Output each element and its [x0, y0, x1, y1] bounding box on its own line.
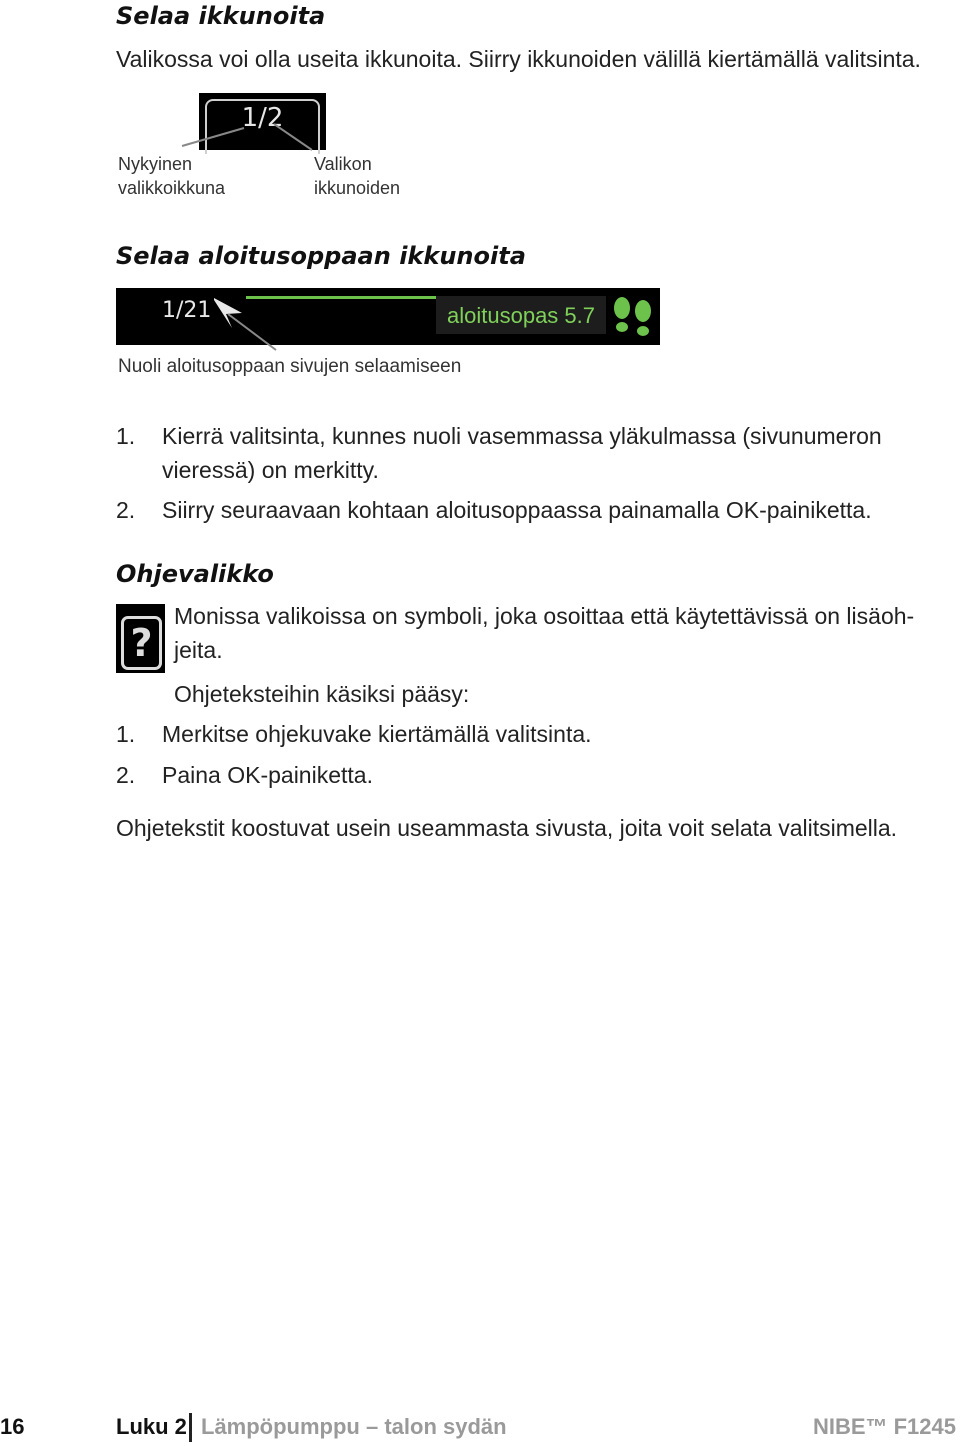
start-guide-screen	[116, 288, 660, 345]
window-counter: 1/2	[241, 103, 284, 133]
step-number: 1.	[116, 423, 136, 449]
section-heading-help-menu: Ohjevalikko	[116, 560, 274, 588]
step-text: Kierrä valitsinta, kunnes nuoli vasemmassa yläkulmassa (sivunumeron vieressä) on merkitty.	[162, 423, 882, 483]
section-heading-guide-windows: Selaa aloitusoppaan ikkunoita	[116, 242, 526, 270]
step-text: Paina OK-painiketta.	[162, 762, 373, 788]
label-window-count: Valikon ikkunoiden	[314, 154, 401, 198]
help-symbol: ?	[121, 616, 162, 670]
label-current-window: Nykyinen valikkoikkuna	[118, 154, 226, 198]
step-number: 2.	[116, 497, 136, 523]
intro-text: Valikossa voi olla useita ikkunoita. Siirry ikkunoiden välillä kiertämällä valitsinta.	[116, 46, 921, 72]
step-text: Siirry seuraavaan kohtaan aloitusoppaassa painamalla OK-painiketta.	[162, 497, 872, 523]
step-number: 2.	[116, 762, 136, 788]
footer-divider	[189, 1413, 192, 1442]
chapter-label: Luku 2	[116, 1414, 187, 1439]
footsteps-icon	[609, 294, 657, 340]
chapter-title: Lämpöpumppu – talon sydän	[201, 1414, 507, 1439]
callout-line-arrow	[222, 310, 282, 355]
step-text: Merkitse ohjekuvake kiertämällä valitsinta.	[162, 721, 592, 747]
help-intro: Monissa valikoissa on symboli, joka osoittaa että käytettävissä on lisäoh- jeita.	[174, 603, 915, 663]
step-number: 1.	[116, 721, 136, 747]
closing-text: Ohjetekstit koostuvat usein useammasta sivusta, joita voit selata valitsimella.	[116, 815, 898, 841]
screen-title: aloitusopas 5.7	[436, 296, 606, 334]
help-icon[interactable]	[116, 604, 165, 673]
section-heading-browse-windows: Selaa ikkunoita	[116, 2, 326, 30]
help-subheading: Ohjeteksteihin käsiksi pääsy:	[174, 681, 470, 707]
arrow-caption: Nuoli aloitusoppaan sivujen selaamiseen	[118, 356, 462, 377]
brand-label: NIBE™ F1245	[812, 1414, 956, 1439]
page-number: 16	[0, 1414, 25, 1439]
page-counter: 1/21	[162, 298, 212, 323]
